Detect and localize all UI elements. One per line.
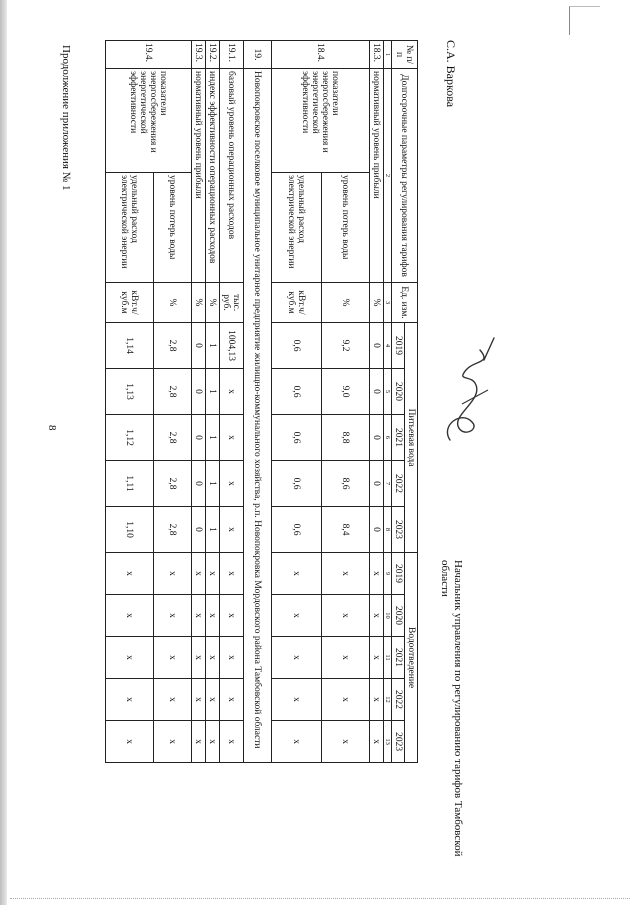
col-index: 9 [384, 553, 392, 595]
year-header: 2021 [392, 415, 405, 461]
year-header: 2022 [392, 679, 405, 721]
waste-value: x [322, 721, 370, 763]
waste-value: x [206, 595, 220, 637]
waste-value: x [192, 679, 206, 721]
water-value: 0 [370, 507, 384, 553]
water-value: 1 [206, 369, 220, 415]
water-value: 2,8 [154, 415, 192, 461]
water-value: 9,0 [322, 369, 370, 415]
water-value: 9,2 [322, 323, 370, 369]
section-num: 19. [244, 41, 272, 69]
water-value: 0 [192, 415, 206, 461]
col-index: 1 [384, 41, 392, 69]
row-unit: кВт.ч/ куб.м [272, 283, 322, 323]
row-num: 18.3. [370, 41, 384, 69]
water-value: 2,8 [154, 461, 192, 507]
table-row [206, 41, 220, 763]
waste-value: x [192, 721, 206, 763]
water-value: 1,12 [106, 415, 154, 461]
header-unit: Ед. изм. [392, 283, 418, 323]
waste-value: x [154, 595, 192, 637]
waste-value: x [192, 637, 206, 679]
signer-name: С.А. Варкова [444, 40, 458, 108]
year-header: 2019 [392, 323, 405, 369]
page-number: 8 [46, 425, 58, 431]
table-row [192, 41, 206, 763]
waste-value: x [220, 721, 244, 763]
handwritten-signature [432, 330, 502, 450]
col-index: 8 [384, 507, 392, 553]
header-param: Долгосрочные параметры регулирования тарифов [392, 69, 418, 283]
row-num: 19.3. [192, 41, 206, 69]
scan-artifact-dots [10, 898, 630, 899]
row-num: 19.2. [206, 41, 220, 69]
water-value: 1004,13 [220, 323, 244, 369]
col-index: 5 [384, 369, 392, 415]
header-num: № п/п [392, 41, 418, 69]
waste-value: x [106, 595, 154, 637]
row-param: показатели энергосбережения и энергетической эффективности [272, 69, 370, 173]
waste-value: x [370, 721, 384, 763]
water-value: 8,6 [322, 461, 370, 507]
col-index: 12 [384, 679, 392, 721]
row-param: базовый уровень операционных расходов [220, 69, 244, 283]
col-index: 6 [384, 415, 392, 461]
water-value: 2,8 [154, 369, 192, 415]
waste-value: x [206, 637, 220, 679]
scan-edge [0, 0, 7, 905]
water-value: x [220, 415, 244, 461]
water-value: 0 [370, 415, 384, 461]
row-subparam: уровень потерь воды [322, 173, 370, 283]
section-row [244, 41, 272, 763]
water-value: 1,14 [106, 323, 154, 369]
col-index: 10 [384, 595, 392, 637]
water-value: 8,4 [322, 507, 370, 553]
water-value: 0,6 [272, 507, 322, 553]
waste-value: x [370, 595, 384, 637]
waste-value: x [154, 637, 192, 679]
waste-value: x [322, 553, 370, 595]
row-num: 19.4. [106, 41, 192, 69]
waste-value: x [206, 679, 220, 721]
tariff-parameters-table [105, 40, 418, 763]
water-value: 0 [192, 507, 206, 553]
table-row [154, 41, 192, 763]
waste-value: x [206, 721, 220, 763]
water-value: 8,8 [322, 415, 370, 461]
row-unit: кВт.ч/ куб.м [106, 283, 154, 323]
water-value: 0,6 [272, 323, 322, 369]
header-wastewater: Водоотведение [405, 553, 418, 763]
year-header: 2023 [392, 507, 405, 553]
column-index-row [384, 41, 392, 763]
waste-value: x [272, 637, 322, 679]
waste-value: x [106, 553, 154, 595]
waste-value: x [206, 553, 220, 595]
header-drinking-water: Питьевая вода [405, 323, 418, 553]
waste-value: x [370, 553, 384, 595]
row-unit: тыс. руб. [220, 283, 244, 323]
year-header: 2023 [392, 721, 405, 763]
row-subparam: удельный расход электрической энергии [106, 173, 154, 283]
water-value: 1 [206, 461, 220, 507]
row-unit: % [154, 283, 192, 323]
signer-position: Начальник управления по регулированию тарифов Тамбовской области [439, 560, 464, 857]
row-param: нормативный уровень прибыли [370, 69, 384, 283]
waste-value: x [322, 595, 370, 637]
row-unit: % [370, 283, 384, 323]
water-value: x [220, 461, 244, 507]
water-value: 0 [370, 369, 384, 415]
waste-value: x [154, 721, 192, 763]
waste-value: x [272, 721, 322, 763]
year-header: 2020 [392, 595, 405, 637]
water-value: 0 [370, 323, 384, 369]
water-value: 1,10 [106, 507, 154, 553]
waste-value: x [106, 679, 154, 721]
col-index: 7 [384, 461, 392, 507]
row-param: нормативный уровень прибыли [192, 69, 206, 283]
water-value: 1,11 [106, 461, 154, 507]
year-header: 2021 [392, 637, 405, 679]
waste-value: x [154, 679, 192, 721]
table-row [322, 41, 370, 763]
water-value: 0 [370, 461, 384, 507]
waste-value: x [220, 553, 244, 595]
table-row [370, 41, 384, 763]
waste-value: x [272, 595, 322, 637]
waste-value: x [106, 637, 154, 679]
waste-value: x [192, 553, 206, 595]
row-subparam: удельный расход электрической энергии [272, 173, 322, 283]
row-subparam: уровень потерь воды [154, 173, 192, 283]
row-unit: % [322, 283, 370, 323]
col-index: 3 [384, 283, 392, 323]
tariff-table-container [112, 40, 418, 762]
col-index: 2 [384, 69, 392, 283]
water-value: 1 [206, 415, 220, 461]
waste-value: x [220, 679, 244, 721]
water-value: 1 [206, 323, 220, 369]
row-num: 19.1. [220, 41, 244, 69]
table-row [220, 41, 244, 763]
row-num: 18.4. [272, 41, 370, 69]
row-param: индекс эффективности операционных расходов [206, 69, 220, 283]
water-value: 1 [206, 507, 220, 553]
waste-value: x [370, 637, 384, 679]
water-value: 0 [192, 323, 206, 369]
waste-value: x [106, 721, 154, 763]
water-value: 0 [192, 461, 206, 507]
col-index: 11 [384, 637, 392, 679]
water-value: 0,6 [272, 461, 322, 507]
water-value: 0,6 [272, 369, 322, 415]
waste-value: x [192, 595, 206, 637]
row-unit: % [192, 283, 206, 323]
water-value: 0,6 [272, 415, 322, 461]
water-value: 1,13 [106, 369, 154, 415]
section-title: Новопокровское поселковое муниципальное унитарное предприятие жилищно-коммунального хозяйства, р.п. Новопокровка Мордовского района Тамбовской области [244, 69, 272, 763]
year-header: 2020 [392, 369, 405, 415]
waste-value: x [220, 595, 244, 637]
waste-value: x [272, 679, 322, 721]
row-param: показатели энергосбережения и энергетической эффективности [106, 69, 192, 173]
water-value: 0 [192, 369, 206, 415]
row-unit: % [206, 283, 220, 323]
water-value: 2,8 [154, 323, 192, 369]
waste-value: x [370, 679, 384, 721]
water-value: x [220, 507, 244, 553]
waste-value: x [322, 637, 370, 679]
col-index: 13 [384, 721, 392, 763]
waste-value: x [272, 553, 322, 595]
crop-mark [569, 6, 600, 35]
waste-value: x [220, 637, 244, 679]
year-header: 2022 [392, 461, 405, 507]
water-value: 2,8 [154, 507, 192, 553]
waste-value: x [322, 679, 370, 721]
waste-value: x [154, 553, 192, 595]
continuation-note: Продолжение приложения № 1 [60, 45, 72, 191]
water-value: x [220, 369, 244, 415]
col-index: 4 [384, 323, 392, 369]
year-header: 2019 [392, 553, 405, 595]
